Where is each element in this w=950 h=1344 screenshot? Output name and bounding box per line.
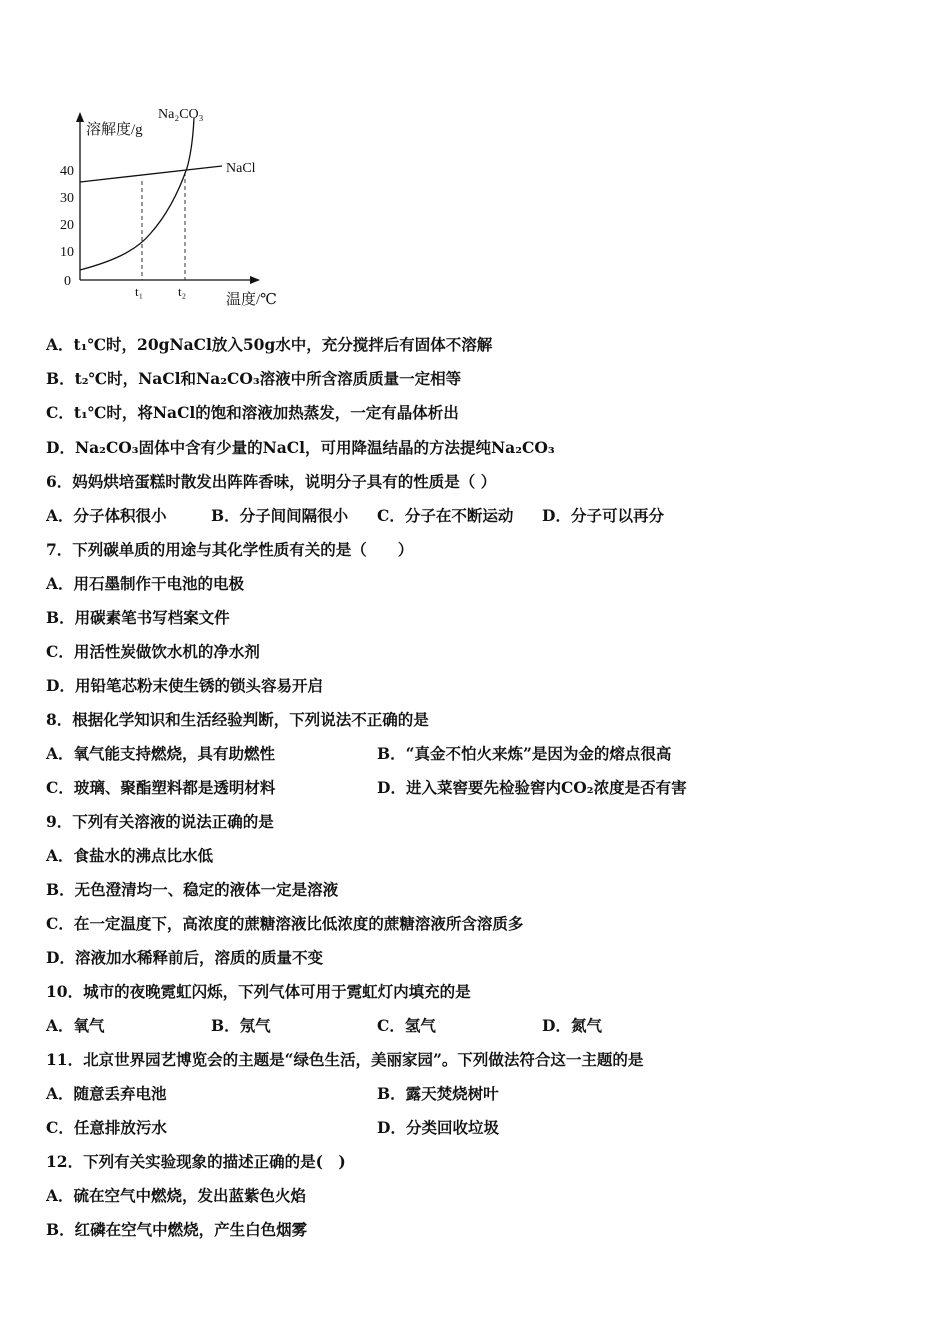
q9-option-c[interactable]: C．在一定温度下，高浓度的蔗糖溶液比低浓度的蔗糖溶液所含溶质多 [46, 914, 524, 933]
q5-option-b[interactable]: B．t₂℃时，NaCl和Na₂CO₃溶液中所含溶质质量一定相等 [46, 369, 462, 388]
y-axis-arrow [76, 112, 84, 122]
x-axis-arrow [250, 276, 260, 284]
q10-option-a[interactable]: A．氧气 [46, 1016, 105, 1035]
q12-stem: 12．下列有关实验现象的描述正确的是( ) [46, 1152, 346, 1171]
q10-option-b[interactable]: B．氖气 [211, 1016, 271, 1035]
q6-option-c[interactable]: C．分子在不断运动 [377, 506, 514, 525]
q9-stem: 9．下列有关溶液的说法正确的是 [46, 812, 274, 831]
q7-stem: 7．下列碳单质的用途与其化学性质有关的是（ ） [46, 540, 414, 559]
series-na2co3-curve [80, 118, 194, 270]
y-tick-label: 30 [60, 191, 74, 206]
q11-option-d[interactable]: D．分类回收垃圾 [377, 1118, 499, 1137]
q11-option-c[interactable]: C．任意排放污水 [46, 1118, 167, 1137]
q9-option-a[interactable]: A．食盐水的沸点比水低 [46, 846, 214, 865]
q9-option-b[interactable]: B．无色澄清均一、稳定的液体一定是溶液 [46, 880, 339, 899]
q11-option-a[interactable]: A．随意丢弃电池 [46, 1084, 167, 1103]
x-tick-label-t2: t₂ [178, 284, 187, 299]
q5-option-a[interactable]: A．t₁℃时，20gNaCl放入50g水中，充分搅拌后有固体不溶解 [46, 335, 493, 354]
q5-option-c[interactable]: C．t₁℃时，将NaCl的饱和溶液加热蒸发，一定有晶体析出 [46, 403, 459, 422]
series-na2co3-label: Na₂CO₃ [158, 107, 204, 122]
q12-option-a[interactable]: A．硫在空气中燃烧，发出蓝紫色火焰 [46, 1186, 307, 1205]
q12-option-b[interactable]: B．红磷在空气中燃烧，产生白色烟雾 [46, 1220, 308, 1239]
q8-option-b[interactable]: B．“真金不怕火来炼”是因为金的熔点很高 [377, 744, 672, 763]
y-axis-label: 溶解度/g [86, 122, 143, 138]
q6-stem: 6．妈妈烘培蛋糕时散发出阵阵香味，说明分子具有的性质是（ ） [46, 472, 497, 491]
q6-option-b[interactable]: B．分子间间隔很小 [211, 506, 349, 525]
q5-option-d[interactable]: D．Na₂CO₃固体中含有少量的NaCl，可用降温结晶的方法提纯Na₂CO₃ [46, 438, 555, 457]
series-nacl-line [80, 166, 222, 182]
q8-option-a[interactable]: A．氧气能支持燃烧，具有助燃性 [46, 744, 276, 763]
y-tick-label: 20 [60, 218, 74, 233]
q6-option-a[interactable]: A．分子体积很小 [46, 506, 167, 525]
q11-stem: 11．北京世界园艺博览会的主题是“绿色生活，美丽家园”。下列做法符合这一主题的是 [46, 1050, 644, 1069]
q8-stem: 8．根据化学知识和生活经验判断，下列说法不正确的是 [46, 710, 429, 729]
q8-option-c[interactable]: C．玻璃、聚酯塑料都是透明材料 [46, 778, 276, 797]
q7-option-d[interactable]: D．用铅笔芯粉末使生锈的锁头容易开启 [46, 676, 323, 695]
x-tick-label-t1: t₁ [135, 284, 144, 299]
q8-option-d[interactable]: D．进入菜窖要先检验窖内CO₂浓度是否有害 [377, 778, 687, 797]
q7-option-c[interactable]: C．用活性炭做饮水机的净水剂 [46, 642, 260, 661]
y-tick-label: 40 [60, 164, 74, 179]
q6-option-d[interactable]: D．分子可以再分 [542, 506, 664, 525]
q9-option-d[interactable]: D．溶液加水稀释前后，溶质的质量不变 [46, 948, 323, 967]
q11-option-b[interactable]: B．露天焚烧树叶 [377, 1084, 499, 1103]
q7-option-b[interactable]: B．用碳素笔书写档案文件 [46, 608, 230, 627]
q10-stem: 10．城市的夜晚霓虹闪烁，下列气体可用于霓虹灯内填充的是 [46, 982, 471, 1001]
y-tick-label: 10 [60, 245, 74, 260]
q7-option-a[interactable]: A．用石墨制作干电池的电极 [46, 574, 245, 593]
solubility-chart [40, 98, 300, 313]
x-axis-label: 温度/℃ [226, 292, 277, 308]
series-nacl-label: NaCl [226, 161, 256, 176]
q10-option-d[interactable]: D．氮气 [542, 1016, 602, 1035]
q10-option-c[interactable]: C．氢气 [377, 1016, 436, 1035]
y-tick-label: 0 [64, 274, 71, 289]
